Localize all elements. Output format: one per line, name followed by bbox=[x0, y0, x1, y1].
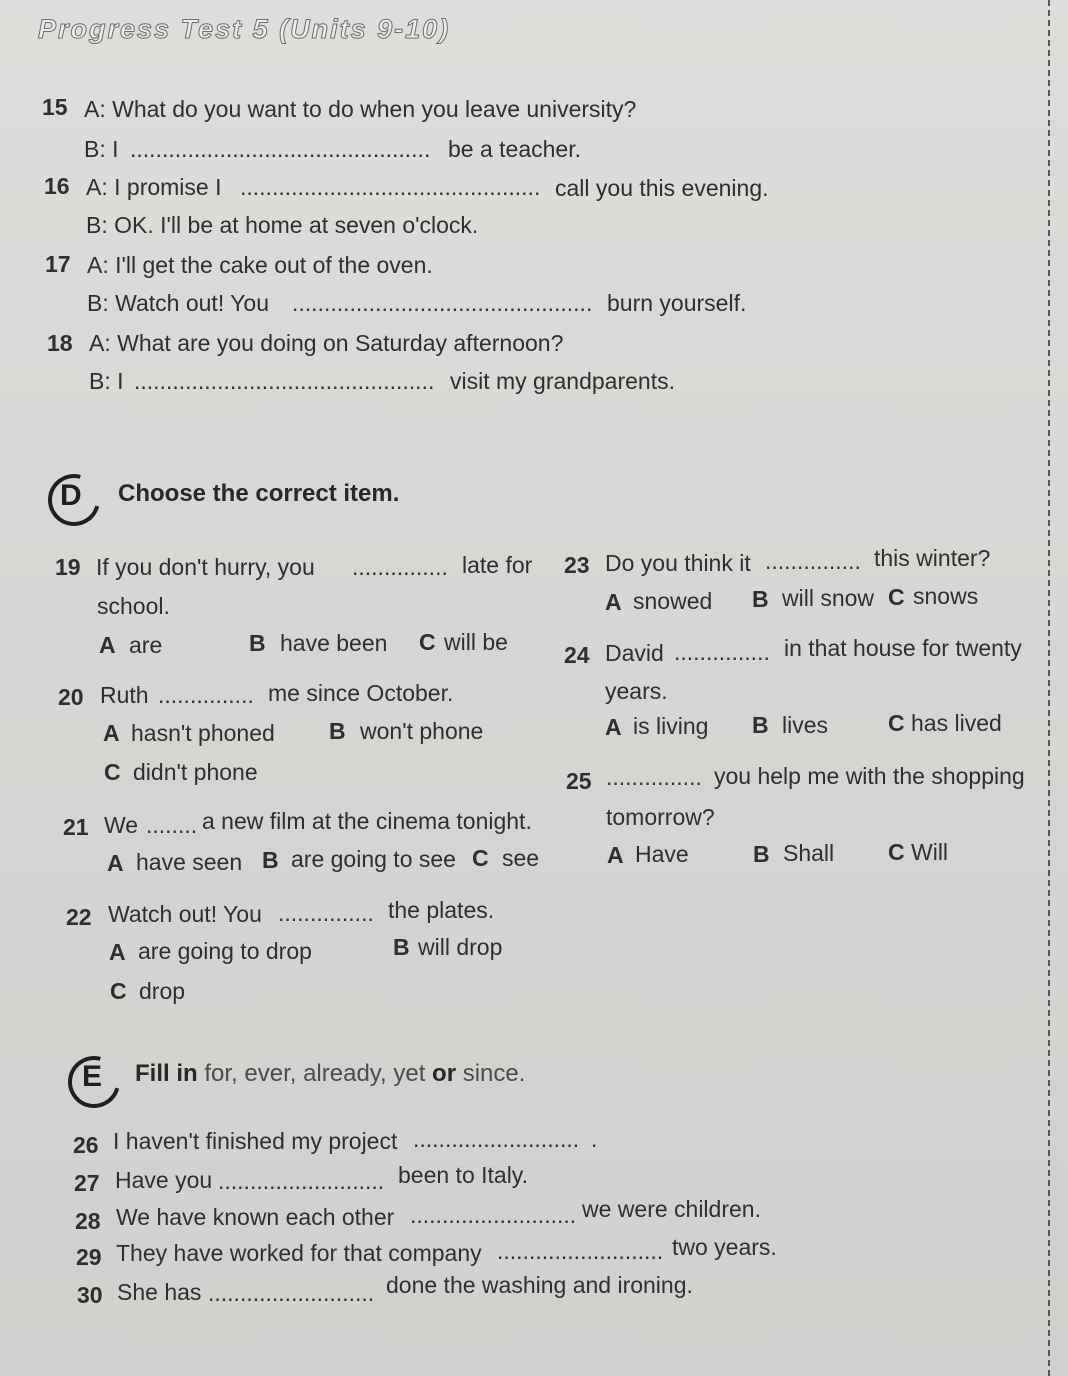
q20-blank[interactable]: ............... bbox=[158, 682, 254, 708]
q26-blank[interactable]: .......................... bbox=[413, 1126, 580, 1152]
q23-option-c[interactable]: snows bbox=[913, 583, 979, 609]
q19-option-c[interactable]: will be bbox=[444, 629, 508, 655]
section-d-heading: Choose the correct item. bbox=[118, 480, 400, 507]
q27-blank[interactable]: .......................... bbox=[218, 1168, 385, 1194]
q19-option-b-letter: B bbox=[249, 630, 266, 656]
q16-line-a-start: A: I promise I bbox=[86, 174, 222, 200]
q19-line-1: If you don't hurry, you bbox=[96, 554, 315, 580]
q20-option-c[interactable]: didn't phone bbox=[133, 759, 258, 785]
q21-option-c[interactable]: see bbox=[502, 845, 540, 871]
q19-blank[interactable]: ............... bbox=[352, 554, 448, 580]
q21-option-c-letter: C bbox=[472, 845, 489, 871]
q23-number: 23 bbox=[564, 552, 590, 578]
q24-line-1-end: in that house for twenty bbox=[784, 635, 1022, 661]
q17-line-b-end: burn yourself. bbox=[607, 290, 747, 316]
q19-number: 19 bbox=[55, 554, 81, 580]
q22-option-c-letter: C bbox=[110, 978, 127, 1004]
q22-option-c[interactable]: drop bbox=[139, 978, 186, 1004]
q24-option-b[interactable]: lives bbox=[782, 712, 829, 738]
q25-line-1: you help me with the shopping bbox=[714, 763, 1025, 789]
q28-blank[interactable]: .......................... bbox=[410, 1202, 577, 1228]
q20-line-1: Ruth bbox=[100, 682, 149, 708]
q21-blank[interactable]: ........ bbox=[146, 812, 198, 838]
q23-line-1-end: this winter? bbox=[874, 545, 991, 571]
q22-line-1-end: the plates. bbox=[388, 897, 495, 923]
section-e-word-ever: ever, bbox=[244, 1060, 297, 1087]
section-e-heading bbox=[135, 1060, 525, 1088]
q17-line-b-start: B: Watch out! You bbox=[87, 290, 269, 316]
q16-blank[interactable]: ............................................... bbox=[240, 174, 541, 200]
q24-option-b-letter: B bbox=[752, 712, 769, 738]
q21-number: 21 bbox=[63, 814, 89, 840]
q17-blank[interactable]: ............................................... bbox=[292, 290, 593, 316]
section-e-fill-in: Fill in bbox=[135, 1060, 198, 1087]
q21-option-b-letter: B bbox=[262, 847, 279, 873]
q19-option-c-letter: C bbox=[419, 629, 436, 655]
q22-blank[interactable]: ............... bbox=[278, 900, 374, 926]
q22-option-b[interactable]: will drop bbox=[418, 934, 503, 960]
q19-option-b[interactable]: have been bbox=[280, 630, 388, 656]
q15-blank[interactable]: ............................................... bbox=[130, 136, 431, 162]
q25-blank[interactable]: ............... bbox=[606, 764, 702, 790]
q25-option-c-letter: C bbox=[888, 839, 905, 865]
q15-line-b-start: B: I bbox=[84, 136, 119, 162]
q27-line-start: Have you bbox=[115, 1167, 213, 1193]
q15-number: 15 bbox=[42, 94, 68, 120]
q26-number: 26 bbox=[73, 1132, 99, 1158]
q30-line-start: She has bbox=[117, 1279, 202, 1305]
q20-option-b-letter: B bbox=[329, 718, 346, 744]
q19-line-2: school. bbox=[97, 593, 170, 619]
section-d-letter: D bbox=[60, 479, 82, 512]
section-e-word-for: for, bbox=[204, 1060, 238, 1087]
q27-line-end: been to Italy. bbox=[398, 1162, 528, 1188]
section-e-letter: E bbox=[82, 1060, 103, 1093]
q22-line-1: Watch out! You bbox=[108, 901, 262, 927]
q20-option-a[interactable]: hasn't phoned bbox=[131, 720, 275, 746]
q19-option-a[interactable]: are bbox=[129, 632, 163, 658]
q18-blank[interactable]: ............................................... bbox=[134, 368, 435, 394]
q24-line-1: David bbox=[605, 640, 664, 666]
q29-line-start: They have worked for that company bbox=[116, 1240, 482, 1266]
q24-number: 24 bbox=[564, 642, 590, 668]
q18-number: 18 bbox=[47, 330, 73, 356]
q24-option-c[interactable]: has lived bbox=[911, 710, 1002, 736]
q16-number: 16 bbox=[44, 173, 70, 199]
q24-option-c-letter: C bbox=[888, 710, 905, 736]
q29-number: 29 bbox=[76, 1244, 102, 1270]
q23-option-b[interactable]: will snow bbox=[782, 585, 875, 611]
q16-line-b: B: OK. I'll be at home at seven o'clock. bbox=[86, 212, 479, 238]
q24-option-a[interactable]: is living bbox=[633, 713, 709, 739]
section-e-word-already: already, bbox=[303, 1060, 387, 1087]
q21-line-1: We bbox=[104, 812, 139, 838]
q19-line-1-end: late for bbox=[462, 552, 533, 578]
q18-line-b-start: B: I bbox=[89, 368, 124, 394]
section-e-word-yet: yet bbox=[393, 1060, 426, 1087]
q20-number: 20 bbox=[58, 684, 84, 710]
q26-line-end: . bbox=[591, 1126, 598, 1152]
q21-option-a-letter: A bbox=[107, 850, 124, 876]
q28-line-start: We have known each other bbox=[116, 1204, 395, 1230]
q22-number: 22 bbox=[66, 904, 92, 930]
q30-number: 30 bbox=[77, 1282, 103, 1308]
q25-option-a-letter: A bbox=[607, 842, 624, 868]
q28-line-end: we were children. bbox=[582, 1196, 761, 1222]
q24-line-2: years. bbox=[605, 678, 668, 704]
q20-line-1-end: me since October. bbox=[268, 680, 454, 706]
q20-option-a-letter: A bbox=[103, 720, 120, 746]
q16-line-a-end: call you this evening. bbox=[555, 175, 769, 201]
section-e-or: or bbox=[432, 1060, 457, 1087]
q23-option-a[interactable]: snowed bbox=[633, 588, 713, 614]
q23-option-a-letter: A bbox=[605, 589, 622, 615]
q22-option-a-letter: A bbox=[109, 939, 126, 965]
q24-blank[interactable]: ............... bbox=[674, 639, 770, 665]
q22-option-b-letter: B bbox=[393, 934, 410, 960]
q23-option-c-letter: C bbox=[888, 584, 905, 610]
q23-option-b-letter: B bbox=[752, 586, 769, 612]
q15-line-a: A: What do you want to do when you leave university? bbox=[84, 96, 637, 122]
q23-blank[interactable]: ............... bbox=[765, 548, 861, 574]
q15-line-b-end: be a teacher. bbox=[448, 136, 581, 162]
q21-line-1-end: a new film at the cinema tonight. bbox=[202, 808, 532, 834]
q25-option-b-letter: B bbox=[753, 841, 770, 867]
q23-line-1: Do you think it bbox=[605, 550, 751, 576]
q24-option-a-letter: A bbox=[605, 714, 622, 740]
q25-option-a[interactable]: Have bbox=[635, 841, 689, 867]
q25-option-b[interactable]: Shall bbox=[783, 840, 835, 866]
q21-option-a[interactable]: have seen bbox=[136, 849, 243, 875]
q25-line-2: tomorrow? bbox=[606, 804, 715, 830]
page-title: Progress Test 5 (Units 9-10) bbox=[38, 14, 451, 44]
cut-line bbox=[1048, 0, 1050, 1376]
q17-number: 17 bbox=[45, 251, 71, 277]
q30-line-end: done the washing and ironing. bbox=[386, 1272, 693, 1298]
q29-line-end: two years. bbox=[672, 1234, 777, 1260]
q25-option-c[interactable]: Will bbox=[911, 839, 949, 865]
section-e-word-since: since. bbox=[462, 1060, 526, 1087]
q19-option-a-letter: A bbox=[99, 632, 116, 658]
q20-option-b[interactable]: won't phone bbox=[360, 718, 484, 744]
q25-number: 25 bbox=[566, 768, 592, 794]
q26-line-start: I haven't finished my project bbox=[113, 1128, 398, 1154]
q30-blank[interactable]: .......................... bbox=[208, 1280, 375, 1306]
q20-option-c-letter: C bbox=[104, 759, 121, 785]
q22-option-a[interactable]: are going to drop bbox=[138, 938, 312, 964]
q17-line-a: A: I'll get the cake out of the oven. bbox=[87, 252, 433, 278]
q29-blank[interactable]: .......................... bbox=[497, 1238, 664, 1264]
q27-number: 27 bbox=[74, 1170, 100, 1196]
q18-line-b-end: visit my grandparents. bbox=[450, 368, 675, 394]
q28-number: 28 bbox=[75, 1208, 101, 1234]
q21-option-b[interactable]: are going to see bbox=[291, 846, 456, 872]
q18-line-a: A: What are you doing on Saturday afternoon? bbox=[89, 330, 564, 356]
